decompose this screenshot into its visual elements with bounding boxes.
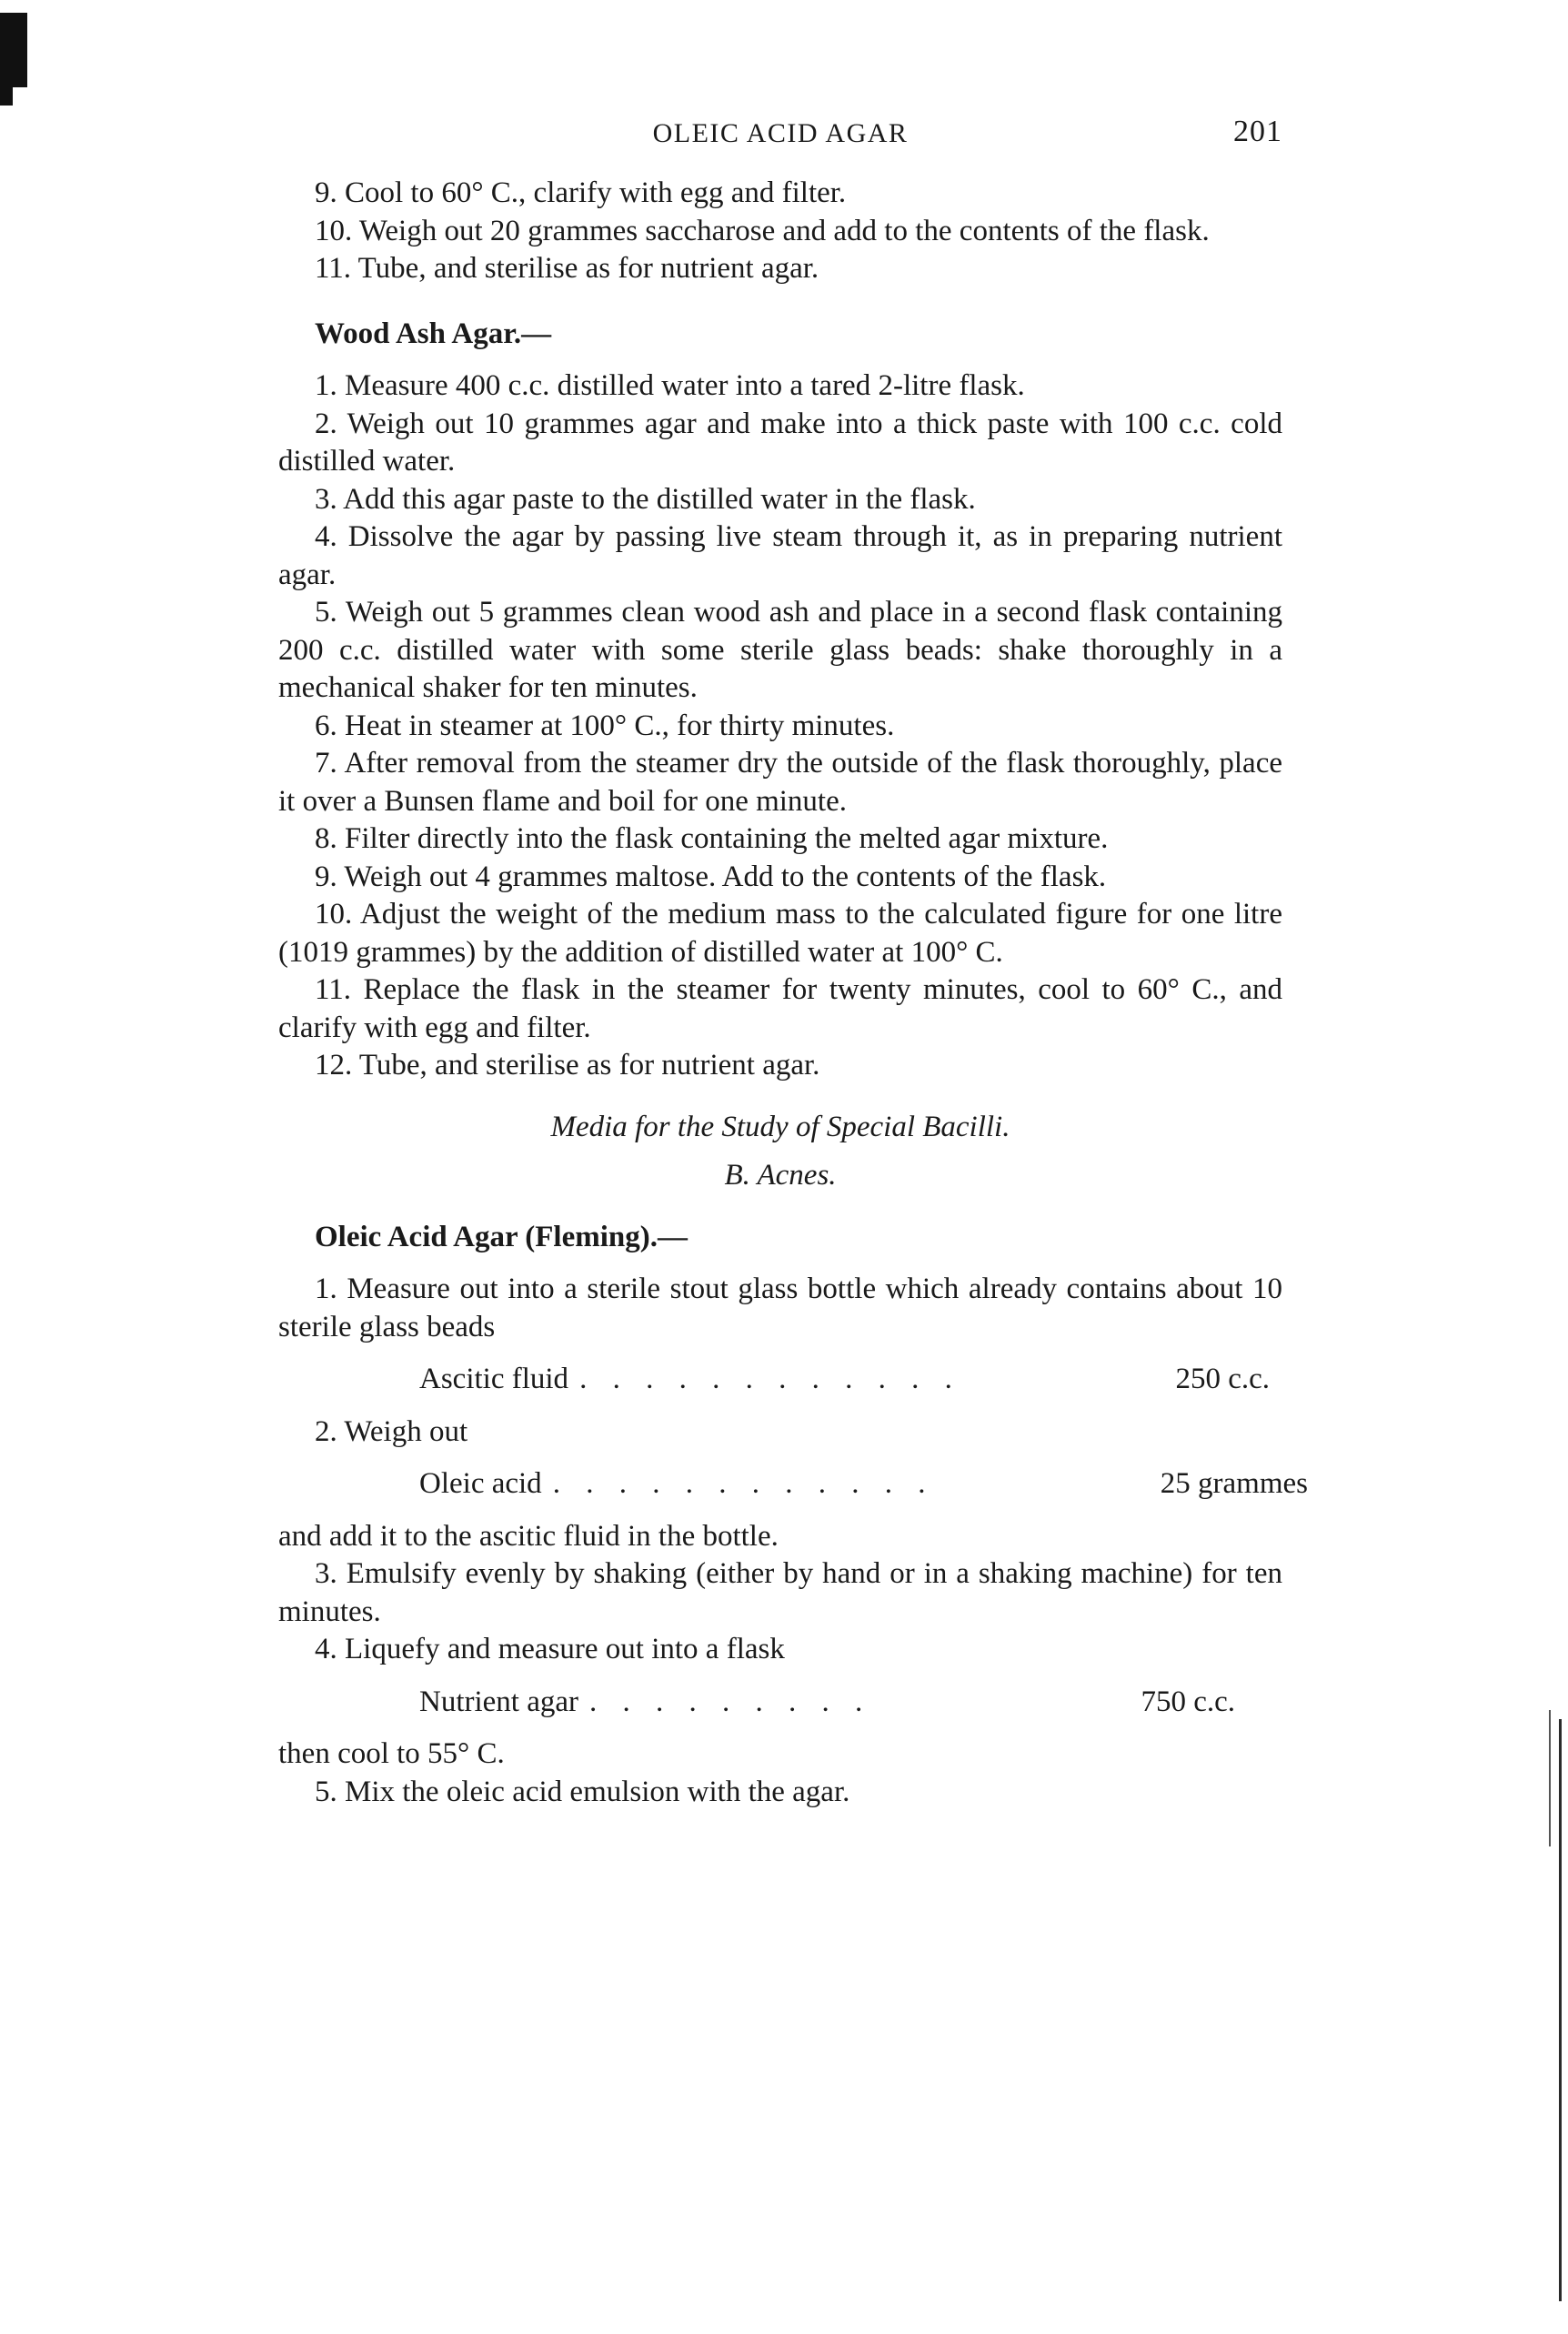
ingredient-quantity: 250 c.c. (1175, 1363, 1270, 1395)
scan-right-edge-line (1559, 1719, 1562, 2301)
ingredient-name: Oleic acid (419, 1467, 542, 1500)
oleic-step-5: 5. Mix the oleic acid emulsion with the agar. (315, 1775, 850, 1808)
leader-dots: . . . . . . . . . . . . (552, 1467, 935, 1500)
scan-right-edge-line-inner (1549, 1710, 1551, 1846)
wood-ash-step-2: 2. Weigh out 10 grammes agar and make into a thick paste with 100 c.c. cold distilled water. (278, 407, 1282, 478)
oleic-step-4: 4. Liquefy and measure out into a flask (315, 1633, 785, 1665)
wood-ash-step-10: 10. Adjust the weight of the medium mass to the calculated figure for one litre (1019 grammes) by the addition of distilled water at 100° C. (278, 898, 1282, 969)
wood-ash-step-12: 12. Tube, and sterilise as for nutrient agar. (315, 1049, 820, 1081)
ingredient-quantity: 750 c.c. (1141, 1685, 1235, 1718)
oleic-step-1: 1. Measure out into a sterile stout glass bottle which already contains about 10 sterile glass beads (278, 1273, 1282, 1343)
step-11-top: 11. Tube, and sterilise as for nutrient agar. (315, 252, 819, 285)
scan-edge-mark (0, 13, 27, 87)
ingredient-row-ascitic-fluid (419, 1361, 1270, 1399)
oleic-step-2-continued: and add it to the ascitic fluid in the bottle. (278, 1519, 779, 1553)
step-10-top: 10. Weigh out 20 grammes saccharose and add to the contents of the flask. (315, 214, 1210, 247)
ingredient-name: Nutrient agar (419, 1685, 579, 1718)
ingredient-name: Ascitic fluid (419, 1363, 569, 1395)
wood-ash-step-7: 7. After removal from the steamer dry the outside of the flask thoroughly, place it over a Bunsen flame and boil for one minute. (278, 747, 1282, 818)
oleic-step-3: 3. Emulsify evenly by shaking (either by hand or in a shaking machine) for ten minutes. (278, 1557, 1282, 1628)
book-page (278, 109, 1308, 1811)
page-number: 201 (1233, 115, 1282, 148)
running-head: OLEIC ACID AGAR (652, 118, 909, 148)
oleic-step-4-continued: then cool to 55° C. (278, 1737, 505, 1770)
b-acnes-subheading: B. Acnes. (724, 1159, 837, 1192)
wood-ash-step-8: 8. Filter directly into the flask containing the melted agar mixture. (315, 822, 1109, 855)
leader-dots: . . . . . . . . . . . . (579, 1363, 961, 1395)
oleic-step-2: 2. Weigh out (315, 1414, 468, 1448)
wood-ash-step-4: 4. Dissolve the agar by passing live steam through it, as in preparing nutrient agar. (278, 520, 1282, 591)
wood-ash-step-11: 11. Replace the flask in the steamer for twenty minutes, cool to 60° C., and clarify with egg and filter. (278, 973, 1282, 1044)
wood-ash-step-6: 6. Heat in steamer at 100° C., for thirty minutes. (315, 709, 895, 742)
wood-ash-step-5: 5. Weigh out 5 grammes clean wood ash and place in a second flask containing 200 c.c. distilled water with some sterile glass beads: shake thoroughly in a mechanical shaker for ten minutes. (278, 596, 1282, 704)
wood-ash-title: Wood Ash Agar.— (315, 317, 552, 350)
ingredient-quantity: 25 grammes (1160, 1467, 1308, 1500)
step-9-top: 9. Cool to 60° C., clarify with egg and filter. (315, 176, 847, 209)
special-bacilli-heading: Media for the Study of Special Bacilli. (550, 1110, 1010, 1143)
wood-ash-step-3: 3. Add this agar paste to the distilled water in the flask. (315, 482, 976, 516)
wood-ash-step-9: 9. Weigh out 4 grammes maltose. Add to the contents of the flask. (315, 860, 1107, 893)
wood-ash-step-1: 1. Measure 400 c.c. distilled water into a tared 2-litre flask. (315, 369, 1025, 402)
oleic-acid-title: Oleic Acid Agar (Fleming).— (315, 1220, 689, 1253)
ingredient-row-nutrient-agar (419, 1684, 1235, 1722)
scan-edge-mark-tail (0, 87, 13, 106)
ingredient-row-oleic-acid (419, 1465, 1308, 1504)
leader-dots: . . . . . . . . . (589, 1685, 872, 1718)
page-header (278, 109, 1282, 164)
